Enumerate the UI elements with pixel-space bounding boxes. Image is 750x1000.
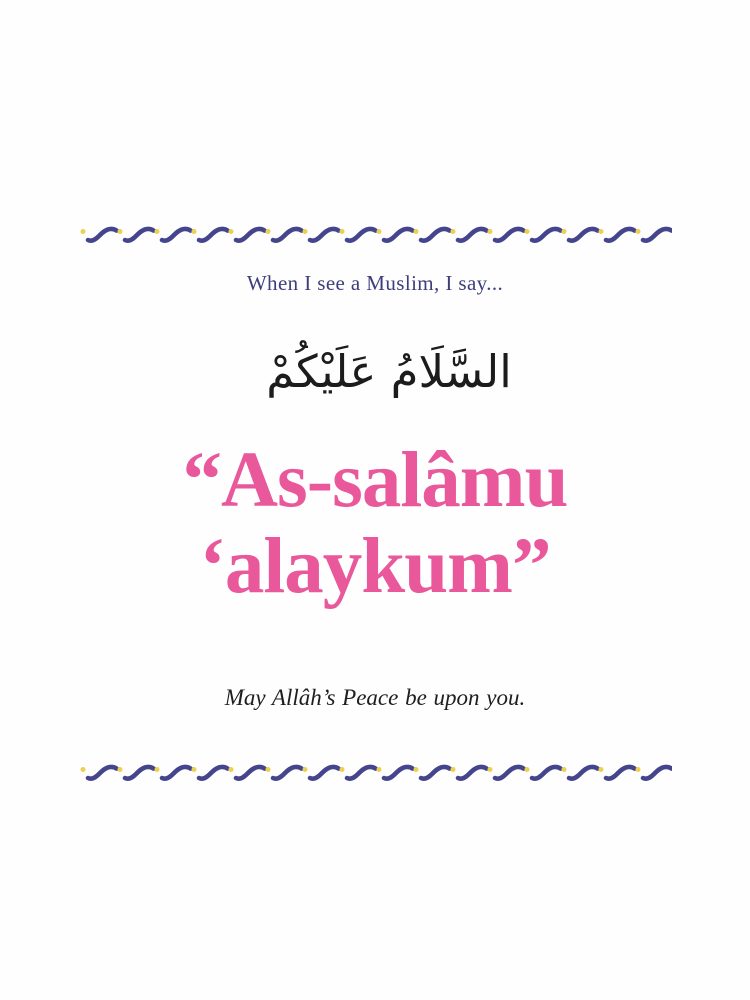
top-wave-border-icon: [80, 223, 672, 247]
arabic-greeting-text: السَّلَامُ عَلَيْكُمْ: [266, 345, 512, 398]
greeting-line-2: ‘alaykum”: [199, 523, 551, 610]
translation-text: May Allâh’s Peace be upon you.: [224, 685, 526, 710]
prompt-text: When I see a Muslim, I say...: [246, 271, 504, 295]
bottom-wave-border-icon: [80, 761, 672, 785]
greeting-line-1: “As-salâmu: [182, 437, 568, 524]
greeting-transliteration: [0, 438, 750, 610]
